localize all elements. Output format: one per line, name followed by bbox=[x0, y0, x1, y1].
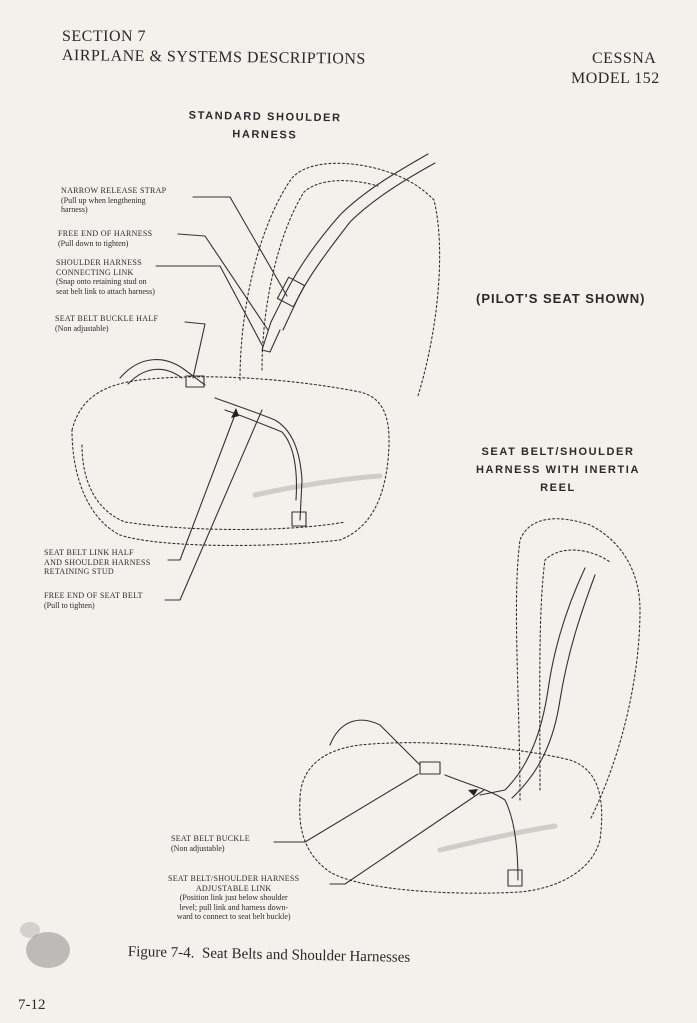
callout-link-half bbox=[44, 548, 150, 577]
leader-adjustable-link bbox=[330, 790, 484, 884]
callout-connecting-link-note1: (Snap onto retaining stud on bbox=[56, 277, 147, 286]
page-number: 7-12 bbox=[18, 997, 46, 1013]
callout-connecting-link-title2: CONNECTING LINK bbox=[56, 267, 134, 277]
callout-connecting-link bbox=[56, 258, 155, 296]
seat1-harness-strap-b bbox=[283, 163, 435, 330]
standard-harness-title-line2: HARNESS bbox=[232, 128, 298, 142]
callout-free-end-seat-belt bbox=[44, 591, 143, 610]
callout-adjustable-link-note3: ward to connect to seat belt buckle) bbox=[176, 912, 291, 921]
leader-connecting-link bbox=[156, 266, 262, 345]
seat1-backrest-inner bbox=[262, 181, 378, 370]
seat1-cushion bbox=[72, 377, 389, 546]
seat2-belt-slot bbox=[440, 826, 555, 850]
callout-narrow-release-strap-note1: (Pull up when lengthening bbox=[61, 195, 146, 205]
seat1-lap-belt-left-b bbox=[128, 369, 182, 384]
callout-buckle-half-note1: (Non adjustable) bbox=[55, 323, 109, 333]
seat1-floor-mount bbox=[292, 512, 306, 526]
callout-adjustable-link bbox=[168, 874, 299, 922]
callout-adjustable-link-note1: (Position link just below shoulder bbox=[179, 893, 288, 902]
callout-link-half-title2: AND SHOULDER HARNESS bbox=[44, 557, 151, 567]
callout-connecting-link-note2: seat belt link to attach harness) bbox=[56, 286, 155, 296]
callout-buckle-half bbox=[55, 314, 158, 333]
seat1-release-link bbox=[277, 277, 304, 307]
callout-free-end-harness bbox=[58, 229, 152, 248]
leader-link-half bbox=[168, 412, 236, 560]
seat2-floor-mount bbox=[508, 870, 522, 886]
seat1-strap-lower bbox=[262, 322, 280, 352]
callout-link-half-title3: RETAINING STUD bbox=[44, 567, 114, 576]
callout-link-half-title1: SEAT BELT LINK HALF bbox=[44, 548, 134, 557]
inertia-reel-title-line2: HARNESS WITH INERTIA bbox=[476, 464, 640, 476]
callout-adjustable-link-note2: level; pull link and harness down- bbox=[179, 902, 289, 912]
model-name: MODEL 152 bbox=[571, 70, 660, 87]
callout-free-end-seat-belt-title: FREE END OF SEAT BELT bbox=[44, 591, 143, 600]
leader-buckle bbox=[274, 774, 418, 842]
leader-buckle-half bbox=[185, 322, 205, 378]
leader-free-end-harness bbox=[178, 234, 268, 330]
callout-buckle-half-title: SEAT BELT BUCKLE HALF bbox=[55, 314, 159, 323]
standard-harness-title-line1: STANDARD SHOULDER bbox=[188, 109, 342, 125]
seat1-belt-slot bbox=[255, 476, 380, 495]
callout-narrow-release-strap bbox=[61, 186, 166, 215]
inertia-reel-title-line3: REEL bbox=[540, 482, 576, 494]
section-number: SECTION 7 bbox=[62, 28, 147, 45]
callout-free-end-seat-belt-note1: (Pull to tighten) bbox=[44, 600, 95, 610]
seat2-backrest bbox=[516, 519, 640, 820]
section-title: AIRPLANE & SYSTEMS DESCRIPTIONS bbox=[61, 47, 366, 68]
inertia-reel-title-line1: SEAT BELT/SHOULDER bbox=[481, 446, 635, 458]
callout-seat-belt-buckle-title: SEAT BELT BUCKLE bbox=[171, 834, 250, 843]
callout-narrow-release-strap-title: NARROW RELEASE STRAP bbox=[61, 186, 167, 195]
callout-seat-belt-buckle bbox=[171, 834, 250, 853]
seat1-lap-belt-right bbox=[215, 398, 302, 520]
figure-caption: Figure 7-4. Seat Belts and Shoulder Harnesses bbox=[127, 944, 411, 966]
brand-name: CESSNA bbox=[592, 50, 657, 67]
seat2-harness bbox=[480, 568, 585, 795]
callout-free-end-harness-note1: (Pull down to tighten) bbox=[58, 238, 129, 248]
callout-seat-belt-buckle-note1: (Non adjustable) bbox=[171, 843, 225, 853]
callout-free-end-harness-title: FREE END OF HARNESS bbox=[58, 229, 153, 238]
callout-adjustable-link-title1: SEAT BELT/SHOULDER HARNESS bbox=[168, 874, 300, 883]
callout-adjustable-link-title2: ADJUSTABLE LINK bbox=[195, 883, 272, 893]
callout-narrow-release-strap-note2: harness) bbox=[61, 205, 88, 214]
seat1-backrest bbox=[240, 163, 440, 396]
seat2-buckle bbox=[420, 762, 440, 774]
leader-free-end-belt bbox=[165, 410, 262, 600]
seat2-backrest-inner bbox=[540, 550, 610, 790]
callout-connecting-link-title1: SHOULDER HARNESS bbox=[56, 258, 142, 267]
pilot-seat-note: (PILOT'S SEAT SHOWN) bbox=[476, 291, 646, 306]
seat2-lap-belt-right bbox=[445, 775, 518, 880]
